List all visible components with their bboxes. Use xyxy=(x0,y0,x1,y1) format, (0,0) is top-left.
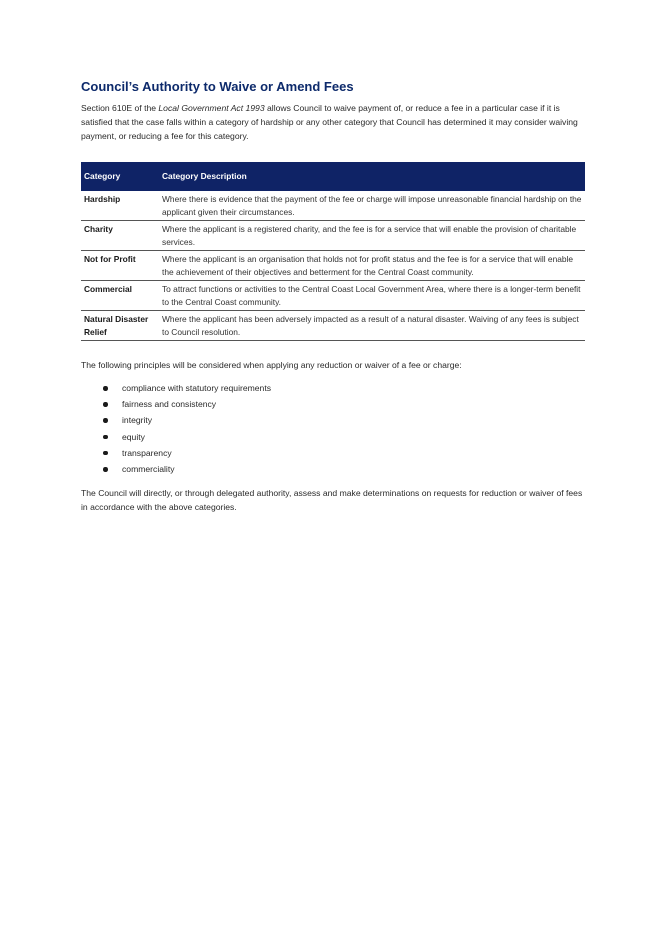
page-title: Council’s Authority to Waive or Amend Fees xyxy=(81,79,354,94)
intro-text-start: Section 610E of the xyxy=(81,103,159,113)
intro-paragraph xyxy=(81,101,587,143)
list-item xyxy=(81,412,587,428)
list-item xyxy=(81,461,587,477)
fee-categories-table xyxy=(81,162,585,341)
description-cell: Where the applicant has been adversely impacted as a result of a natural disaster. Waiving of any fees is subject to Council resolution. xyxy=(159,311,585,341)
document-page xyxy=(81,78,587,514)
list-item xyxy=(81,429,587,445)
list-item xyxy=(81,396,587,412)
bullet-icon xyxy=(103,451,108,456)
bullet-icon xyxy=(103,402,108,407)
intro-text-end: allows Council to waive payment of, or reduce a fee in a particular case if it is satisfied that the case falls within a category of hardship or any other category that Council has determined it may consider waiving payment, or reducing a fee for this category. xyxy=(81,103,578,141)
column-header-description: Category Description xyxy=(159,162,585,191)
closing-paragraph: The Council will directly, or through delegated authority, assess and make determinations on requests for reduction or waiver of fees in accordance with the above categories. xyxy=(81,488,583,513)
description-cell: Where the applicant is a registered charity, and the fee is for a service that will enable the provision of charitable services. xyxy=(159,221,585,251)
table-row xyxy=(81,251,585,281)
list-item xyxy=(81,445,587,461)
table-header-row xyxy=(81,162,585,191)
bullet-icon xyxy=(103,435,108,440)
category-cell: Natural Disaster Relief xyxy=(81,311,159,341)
principle-text: integrity xyxy=(122,415,153,426)
description-cell: Where the applicant is an organisation that holds not for profit status and the fee is for a service that will enable the achievement of their objectives and betterment for the Central Coast community. xyxy=(159,251,585,281)
column-header-category: Category xyxy=(81,162,159,191)
principle-text: compliance with statutory requirements xyxy=(122,383,272,393)
principle-text: transparency xyxy=(122,447,172,458)
category-cell: Charity xyxy=(81,221,159,251)
principles-lead: The following principles will be considered when applying any reduction or waiver of a fee or charge: xyxy=(81,360,462,370)
bullet-icon xyxy=(103,386,108,391)
bullet-icon xyxy=(103,418,108,423)
table-row xyxy=(81,191,585,221)
table-row xyxy=(81,221,585,251)
table-row xyxy=(81,281,585,311)
description-cell: To attract functions or activities to the Central Coast Local Government Area, where there is a longer-term benefit to the Central Coast community. xyxy=(159,281,585,311)
principle-text: commerciality xyxy=(122,464,175,475)
list-item xyxy=(81,380,587,396)
principle-text: equity xyxy=(122,431,145,442)
bullet-icon xyxy=(103,467,108,472)
description-cell: Where there is evidence that the payment of the fee or charge will impose unreasonable financial hardship on the applicant given their circumstances. xyxy=(159,191,585,221)
principle-text: fairness and consistency xyxy=(122,399,217,410)
act-name: Local Government Act 1993 xyxy=(158,103,265,113)
principles-list xyxy=(81,380,587,477)
category-cell: Not for Profit xyxy=(81,251,159,281)
table-row xyxy=(81,311,585,341)
category-cell: Commercial xyxy=(81,281,159,311)
category-cell: Hardship xyxy=(81,191,159,221)
